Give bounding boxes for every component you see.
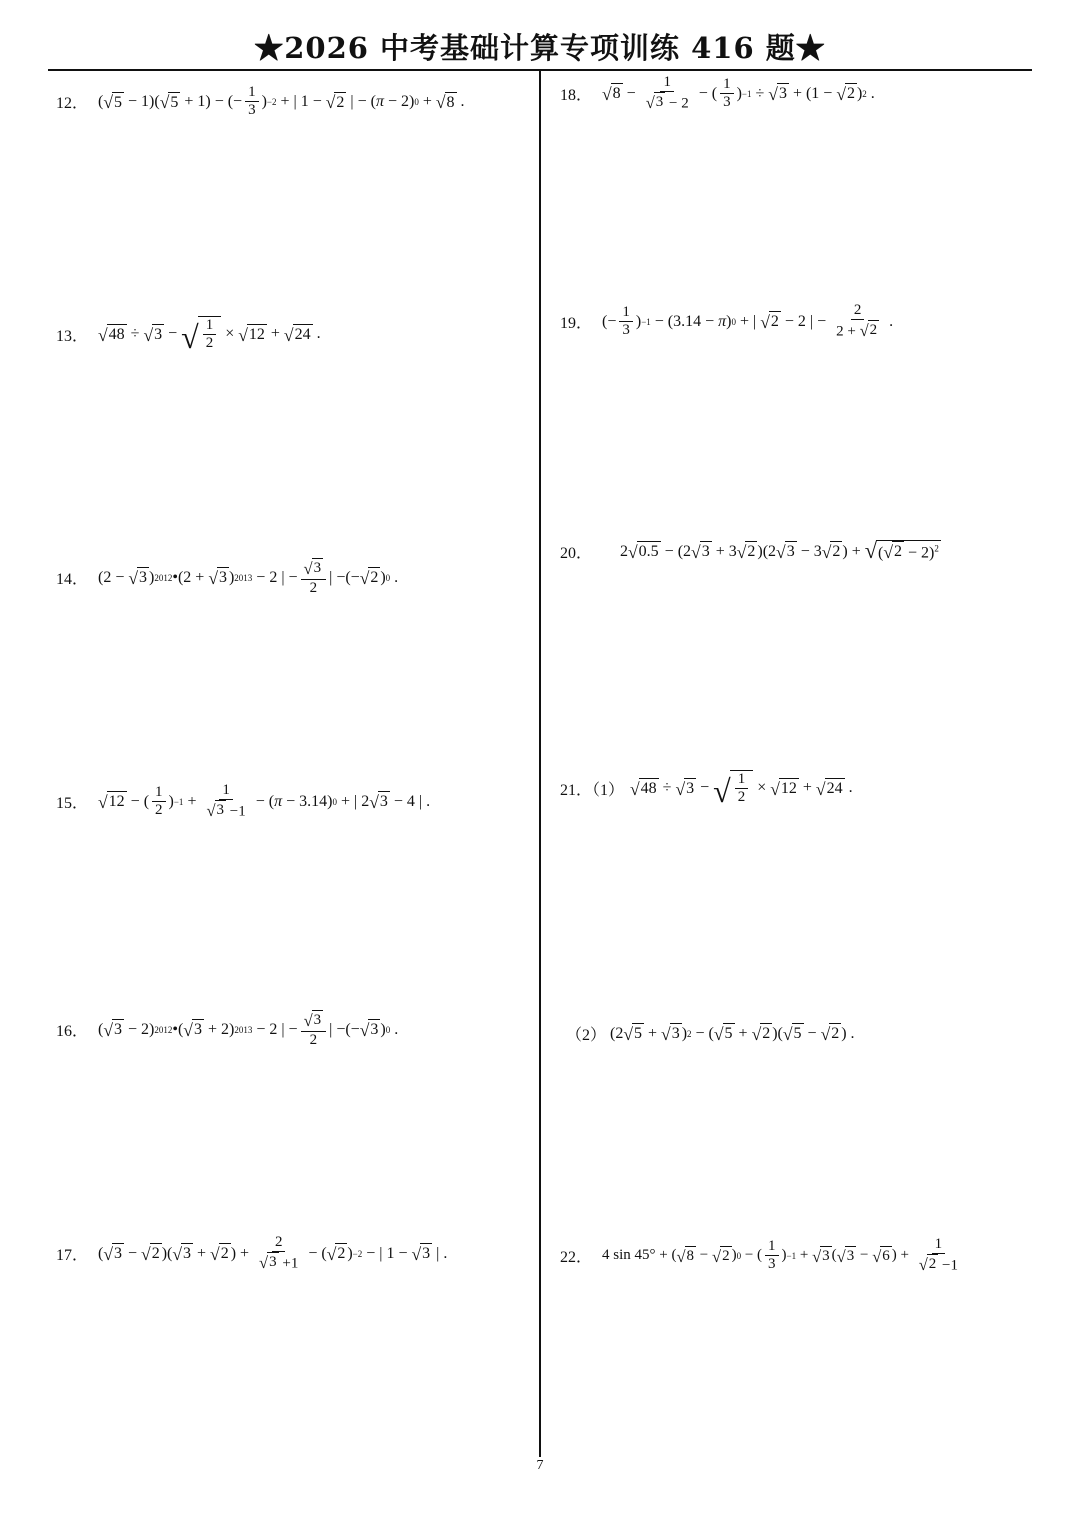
problem-19 — [560, 302, 893, 341]
problem-14 — [56, 558, 398, 597]
problem-expression: 2 √ 0.5 − (2 √ 3 + 3 √ 2 )(2 √ 3 − 3 √ 2 ) + √ ( √ 2 − 2)$^2$ — [620, 538, 939, 564]
problem-18 — [560, 74, 875, 113]
problem-number: 13． — [56, 327, 89, 345]
problem-number: 19． — [560, 315, 593, 332]
problem-expression: √ 48 ÷ √ 3 − √ $\frac{1}{2}$ × √ 12 + √ 24 . — [98, 317, 321, 355]
problem-number: 20． — [560, 545, 593, 562]
problem-number: 18． — [560, 87, 593, 104]
problem-16 — [56, 1010, 398, 1049]
problem-number: 14． — [56, 571, 89, 588]
problem-number: 16． — [56, 1023, 89, 1040]
problem-20 — [560, 540, 941, 563]
problem-22 — [560, 1236, 964, 1275]
problem-expression: (2 √ 5 + √ 3 ) 2 − ( √ 5 + √ 2 )( √ 5 − √ 2 ) . — [610, 1024, 855, 1044]
problem-expression: ( √ 5 − 1)( √ 5 + 1) − (− 1 3 ) −2 + | 1 − √ 2 | − ( π − 2) 0 + √ 8 . — [98, 84, 465, 119]
problem-17 — [56, 1234, 447, 1273]
problem-expression: ( √ 3 − √ 2 )( √ 3 + √ 2 ) + 2 √ 3 +1 − ( √ 2 ) −2 − | 1 − √ 3 | . — [98, 1234, 448, 1272]
problem-12 — [56, 84, 465, 120]
problem-number: 15． — [56, 795, 89, 812]
problem-21-2 — [566, 1022, 855, 1045]
problem-21-1 — [560, 770, 853, 807]
problem-expression: (− 1 3 ) −1 − (3.14 − π ) 0 + | √ 2 − 2 | − 2 2 + √ 2 . — [602, 302, 894, 340]
problem-expression: √ 48 ÷ √ 3 − √ $\frac{1}{2}$ × √ 12 + √ 24 . — [630, 771, 853, 809]
problem-expression: 4 sin 45° + ( √ 8 − √ 2 ) 0 − ( 1 3 ) −1 + √ 3 ( √ 3 − √ 6 ) + 1 √ 2 −1 — [602, 1236, 958, 1274]
problem-number: 21．（1） — [560, 781, 625, 799]
page-title: ★2026 中考基础计算专项训练 416 题★ — [254, 31, 826, 65]
problem-number: 12． — [56, 95, 89, 113]
problem-13 — [56, 316, 321, 353]
problem-expression: √ 8 − 1 √ 3 − 2 − ( 1 3 ) −1 ÷ √ 3 + (1 − √ 2 ) 2 . — [602, 74, 875, 112]
problem-subnumber: （2） — [566, 1027, 607, 1044]
problem-15 — [56, 782, 430, 821]
page-number: 7 — [536, 1458, 544, 1473]
problem-expression: √ 12 − ( 1 2 ) −1 + 1 √ 3 −1 − ( π − 3.14) 0 + | 2 √ 3 − 4 | . — [98, 782, 431, 820]
column-divider — [539, 70, 541, 1457]
problem-number: 17． — [56, 1247, 89, 1264]
problem-expression: ( √ 3 − 2) 2012 •( √ 3 + 2) 2013 − 2 | − √ 3 2 | −(− √ 3 ) 0 . — [98, 1010, 399, 1048]
problem-expression: (2 − √ 3 ) 2012 •(2 + √ 3 ) 2013 − 2 | − √ 3 2 | −(− √ 2 ) 0 . — [98, 558, 399, 596]
problem-number: 22． — [560, 1249, 593, 1266]
